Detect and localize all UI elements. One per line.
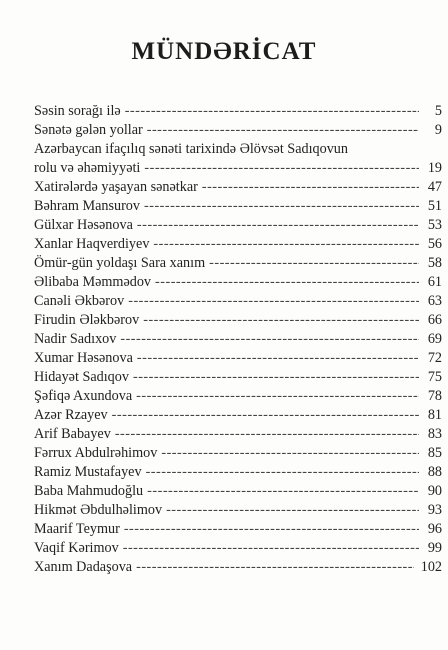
dot-leader xyxy=(136,558,414,577)
dot-leader xyxy=(123,539,419,558)
toc-entry-label: Baba Mahmudoğlu xyxy=(34,483,144,499)
toc-entry-label: Xanlar Haqverdiyev xyxy=(34,236,150,252)
dot-leader xyxy=(147,482,419,501)
toc-entry-label: Vaqif Kərimov xyxy=(34,540,119,556)
toc-entry xyxy=(34,406,442,425)
toc-page-number: 53 xyxy=(427,217,442,233)
toc-entry xyxy=(34,121,442,140)
toc-entry-label: Hidayət Sadıqov xyxy=(34,369,129,385)
dot-leader xyxy=(120,330,419,349)
toc-entry-label: Xatirələrdə yaşayan sənətkar xyxy=(34,179,198,195)
toc-entry-label: Gülxar Həsənova xyxy=(34,217,133,233)
toc-entry-label: Ramiz Mustafayev xyxy=(34,464,142,480)
toc-entry-label: Xanım Dadaşova xyxy=(34,559,133,575)
dot-leader xyxy=(155,273,419,292)
toc-entry-label: Ömür-gün yoldaşı Sara xanım xyxy=(34,255,206,271)
toc-entry xyxy=(34,216,442,235)
toc-entry-label: Azər Rzayev xyxy=(34,407,108,423)
toc-entry xyxy=(34,444,442,463)
toc-entry xyxy=(34,387,442,406)
toc-entry-label: Əlibaba Məmmədov xyxy=(34,274,152,290)
dot-leader xyxy=(202,178,419,197)
toc-entry xyxy=(34,520,442,539)
toc-entry xyxy=(34,482,442,501)
dot-leader xyxy=(125,102,419,121)
toc-entry xyxy=(34,235,442,254)
toc-entry-label: rolu və əhəmiyyəti xyxy=(34,160,141,176)
toc-entry-label: Maarif Teymur xyxy=(34,521,120,537)
toc-page-number: 66 xyxy=(427,312,442,328)
toc-entry-label: Firudin Ələkbərov xyxy=(34,312,140,328)
toc-entry xyxy=(34,501,442,520)
toc-entry xyxy=(34,140,442,178)
toc-page-number: 72 xyxy=(427,350,442,366)
toc-page-number: 51 xyxy=(427,198,442,214)
toc-page-number: 78 xyxy=(427,388,442,404)
toc-entry xyxy=(34,558,442,577)
dot-leader xyxy=(115,425,419,444)
toc-page-number: 88 xyxy=(427,464,442,480)
toc-page-number: 81 xyxy=(427,407,442,423)
dot-leader xyxy=(143,311,419,330)
toc-page-number: 96 xyxy=(427,521,442,537)
toc-entry xyxy=(34,368,442,387)
toc-entry-label: Sənətə gələn yollar xyxy=(34,122,143,138)
toc-entry-label: Səsin sorağı ilə xyxy=(34,103,121,119)
toc-entry xyxy=(34,539,442,558)
toc-entry-label: Bəhram Mansurov xyxy=(34,198,140,214)
toc-entry xyxy=(34,178,442,197)
toc-entry-label: Xumar Həsənova xyxy=(34,350,133,366)
table-of-contents xyxy=(34,102,442,577)
toc-entry xyxy=(34,330,442,349)
toc-page-number: 19 xyxy=(427,160,442,176)
dot-leader xyxy=(112,406,419,425)
dot-leader xyxy=(209,254,419,273)
toc-entry xyxy=(34,425,442,444)
toc-page-number: 83 xyxy=(427,426,442,442)
toc-entry-label: Hikmət Əbdulhəlimov xyxy=(34,502,163,518)
toc-page-number: 63 xyxy=(427,293,442,309)
toc-page-number: 58 xyxy=(427,255,442,271)
toc-entry xyxy=(34,463,442,482)
toc-page-number: 61 xyxy=(427,274,442,290)
dot-leader xyxy=(166,501,419,520)
toc-entry-label: Nadir Sadıxov xyxy=(34,331,117,347)
toc-entry xyxy=(34,197,442,216)
toc-entry xyxy=(34,273,442,292)
dot-leader xyxy=(144,159,419,178)
toc-page-number: 85 xyxy=(427,445,442,461)
toc-page-number: 5 xyxy=(434,103,442,119)
toc-entry-label-line1: Azərbaycan ifaçılıq sənəti tarixində Əlövsət Sadıqovun xyxy=(34,141,348,157)
toc-page-number: 56 xyxy=(427,236,442,252)
dot-leader xyxy=(128,292,419,311)
toc-entry xyxy=(34,254,442,273)
dot-leader xyxy=(146,463,419,482)
dot-leader xyxy=(144,197,419,216)
toc-entry-label: Şəfiqə Axundova xyxy=(34,388,133,404)
toc-page-number: 93 xyxy=(427,502,442,518)
dot-leader xyxy=(137,349,419,368)
toc-page-number: 75 xyxy=(427,369,442,385)
dot-leader xyxy=(147,121,419,140)
page-title: MÜNDƏRİCAT xyxy=(131,38,317,65)
toc-entry-label: Arif Babayev xyxy=(34,426,111,442)
dot-leader xyxy=(153,235,419,254)
toc-page-number: 9 xyxy=(434,122,442,138)
dot-leader xyxy=(137,216,419,235)
dot-leader xyxy=(136,387,419,406)
dot-leader xyxy=(161,444,419,463)
toc-page-number: 47 xyxy=(427,179,442,195)
toc-page-number: 102 xyxy=(420,559,442,575)
toc-entry xyxy=(34,311,442,330)
toc-entry-label: Fərrux Abdulrəhimov xyxy=(34,445,158,461)
toc-entry-label: Canəli Əkbərov xyxy=(34,293,125,309)
toc-entry xyxy=(34,102,442,121)
toc-page-number: 69 xyxy=(427,331,442,347)
dot-leader xyxy=(133,368,419,387)
dot-leader xyxy=(124,520,419,539)
toc-entry xyxy=(34,349,442,368)
toc-page-number: 99 xyxy=(427,540,442,556)
toc-page-number: 90 xyxy=(427,483,442,499)
toc-entry xyxy=(34,292,442,311)
